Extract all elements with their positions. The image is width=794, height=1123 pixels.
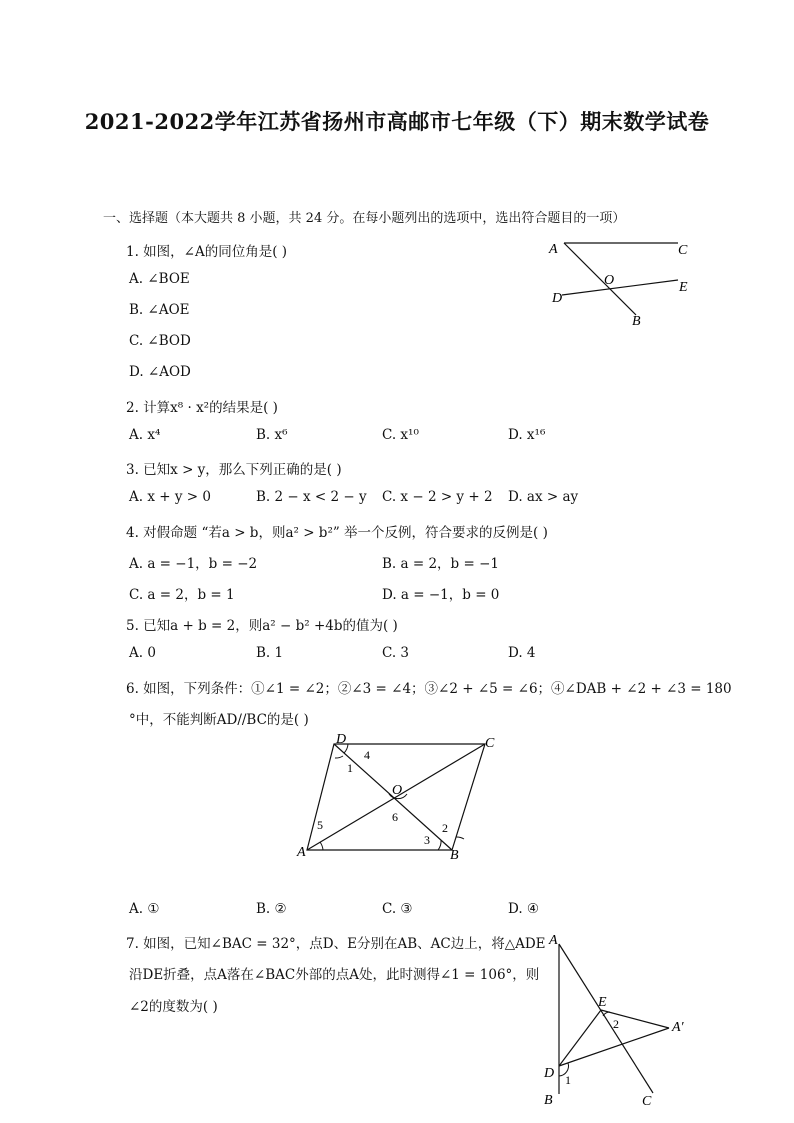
- fig6-label-5: 5: [317, 818, 323, 832]
- question-1-option-d[interactable]: D. ∠AOD: [129, 364, 191, 380]
- fig7-label-2: 2: [613, 1017, 619, 1031]
- fig7-label-1: 1: [565, 1073, 571, 1087]
- fig1-label-c: C: [678, 243, 688, 258]
- question-2-text: 2. 计算x⁸ · x²的结果是( ): [126, 400, 278, 416]
- fig1-label-b: B: [632, 314, 641, 329]
- fig1-label-e: E: [679, 280, 688, 295]
- question-5-option-c[interactable]: C. 3: [382, 645, 410, 661]
- question-1-option-b[interactable]: B. ∠AOE: [129, 302, 190, 318]
- question-5-option-a[interactable]: A. 0: [129, 645, 156, 661]
- fig6-label-o: O: [392, 783, 403, 798]
- fig6-label-4: 4: [364, 748, 370, 762]
- question-6-option-c[interactable]: C. ③: [382, 901, 413, 917]
- question-1-figure: [540, 232, 710, 332]
- question-7-text-line2: 沿DE折叠，点A落在∠BAC外部的点A处，此时测得∠1 = 106°，则: [129, 967, 540, 983]
- fig6-label-c: C: [485, 736, 495, 751]
- question-7-figure: [535, 930, 705, 1120]
- question-7-text-line1: 7. 如图，已知∠BAC = 32°，点D、E分别在AB、AC边上，将△ADE: [126, 936, 546, 952]
- question-5-text: 5. 已知a + b = 2，则a² − b² +4b的值为( ): [126, 618, 398, 634]
- question-4-text: 4. 对假命题 “若a > b，则a² > b²” 举一个反例，符合要求的反例是( ): [126, 525, 548, 541]
- fig6-label-3: 3: [424, 833, 430, 847]
- question-1-option-c[interactable]: C. ∠BOD: [129, 333, 191, 349]
- question-2-option-d[interactable]: D. x¹⁶: [508, 427, 546, 443]
- question-2-option-c[interactable]: C. x¹⁰: [382, 427, 419, 443]
- fig6-label-d: D: [336, 732, 347, 747]
- question-6-figure: [290, 728, 510, 868]
- section-heading: 一、选择题（本大题共 8 小题，共 24 分。在每小题列出的选项中，选出符合题目的一项）: [103, 211, 626, 226]
- question-1-option-a[interactable]: A. ∠BOE: [129, 271, 190, 287]
- question-5-option-d[interactable]: D. 4: [508, 645, 536, 661]
- fig7-label-a: A: [549, 933, 558, 948]
- question-3-text: 3. 已知x > y，那么下列正确的是( ): [126, 462, 342, 478]
- fig6-label-1: 1: [347, 761, 353, 775]
- question-3-option-a[interactable]: A. x + y > 0: [129, 489, 211, 505]
- question-3-option-d[interactable]: D. ax > ay: [508, 489, 579, 505]
- question-6-option-a[interactable]: A. ①: [129, 901, 160, 917]
- fig7-label-a-prime: A′: [672, 1020, 684, 1035]
- page-title: 2021-2022学年江苏省扬州市高邮市七年级（下）期末数学试卷: [84, 109, 710, 134]
- fig7-label-e: E: [598, 995, 607, 1010]
- fig6-label-2: 2: [442, 821, 448, 835]
- question-3-option-c[interactable]: C. x − 2 > y + 2: [382, 489, 493, 505]
- question-5-option-b[interactable]: B. 1: [256, 645, 284, 661]
- question-4-option-c[interactable]: C. a = 2，b = 1: [129, 587, 235, 603]
- fig6-label-b: B: [450, 848, 459, 863]
- fig1-label-a: A: [549, 242, 558, 257]
- question-3-option-b[interactable]: B. 2 − x < 2 − y: [256, 489, 367, 505]
- question-1-text: 1. 如图，∠A的同位角是( ): [126, 244, 288, 260]
- question-2-option-b[interactable]: B. x⁶: [256, 427, 288, 443]
- question-4-option-b[interactable]: B. a = 2，b = −1: [382, 556, 499, 572]
- fig1-label-o: O: [604, 273, 615, 288]
- question-7-text-line3: ∠2的度数为( ): [129, 999, 218, 1015]
- question-6-text-line2: °中，不能判断AD//BC的是( ): [129, 712, 309, 728]
- question-4-option-d[interactable]: D. a = −1，b = 0: [382, 587, 500, 603]
- fig7-label-c: C: [642, 1094, 652, 1109]
- question-6-text-line1: 6. 如图，下列条件：①∠1 = ∠2；②∠3 = ∠4；③∠2 + ∠5 = ∠6；④∠DAB + ∠2 + ∠3 = 180: [126, 681, 732, 697]
- fig1-label-d: D: [552, 291, 563, 306]
- fig6-label-a: A: [297, 845, 306, 860]
- question-4-option-a[interactable]: A. a = −1，b = −2: [129, 556, 258, 572]
- fig7-label-b: B: [544, 1093, 553, 1108]
- fig7-label-d: D: [544, 1066, 555, 1081]
- question-6-option-b[interactable]: B. ②: [256, 901, 287, 917]
- question-2-option-a[interactable]: A. x⁴: [129, 427, 161, 443]
- question-6-option-d[interactable]: D. ④: [508, 901, 540, 917]
- fig6-label-6: 6: [392, 810, 398, 824]
